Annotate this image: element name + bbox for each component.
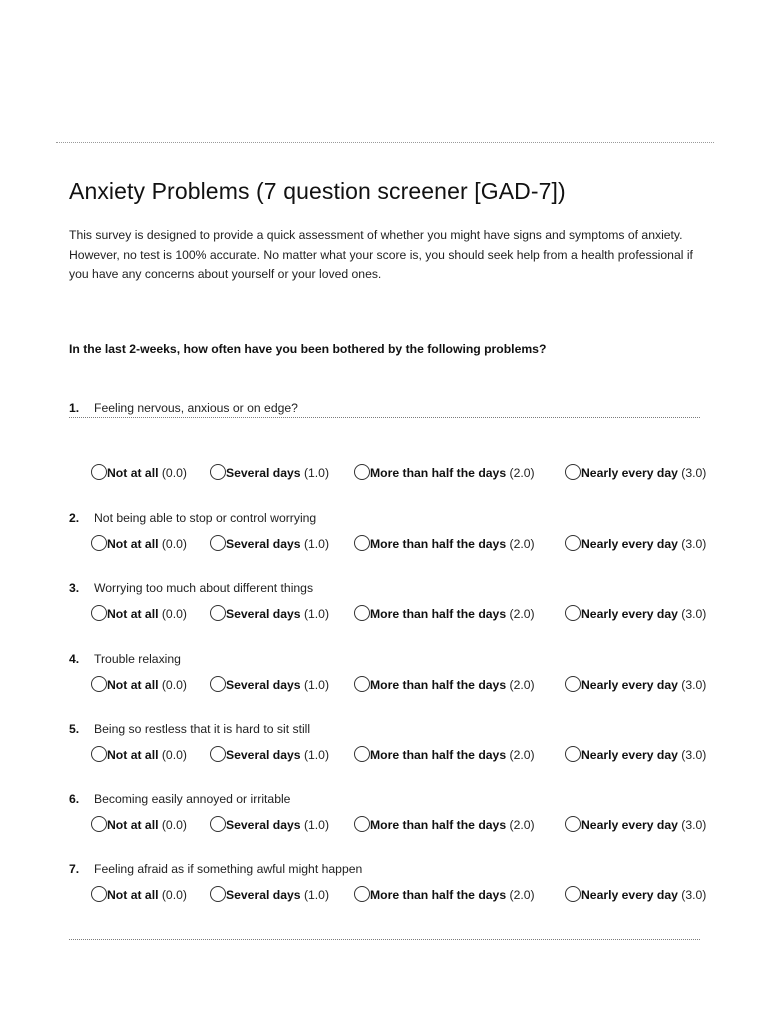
- radio-button[interactable]: [565, 605, 581, 621]
- question-text: Becoming easily annoyed or irritable: [94, 792, 291, 806]
- question-text: Feeling nervous, anxious or on edge?: [94, 401, 298, 415]
- question-text: Being so restless that it is hard to sit still: [94, 722, 311, 736]
- option-nearly-every-day[interactable]: [565, 884, 706, 904]
- question-number: 4.: [69, 652, 80, 666]
- option-label: Nearly every day: [581, 747, 678, 762]
- question-header: [69, 579, 709, 597]
- option-nearly-every-day[interactable]: [565, 533, 706, 553]
- option-more-than-half[interactable]: [354, 462, 535, 482]
- option-several-days[interactable]: [210, 533, 329, 553]
- question-text: Trouble relaxing: [94, 652, 181, 666]
- option-several-days[interactable]: [210, 884, 329, 904]
- question-header: [69, 720, 709, 738]
- option-several-days[interactable]: [210, 814, 329, 834]
- radio-button[interactable]: [91, 816, 107, 832]
- radio-button[interactable]: [565, 535, 581, 551]
- option-score: (3.0): [681, 536, 707, 551]
- radio-button[interactable]: [354, 816, 370, 832]
- radio-button[interactable]: [210, 464, 226, 480]
- option-label: More than half the days: [370, 536, 507, 551]
- option-label: More than half the days: [370, 465, 507, 480]
- option-label: More than half the days: [370, 747, 507, 762]
- option-score: (3.0): [681, 887, 707, 902]
- radio-button[interactable]: [354, 535, 370, 551]
- bottom-divider: [69, 939, 700, 940]
- radio-button[interactable]: [565, 746, 581, 762]
- radio-button[interactable]: [91, 676, 107, 692]
- question-7: [69, 860, 709, 902]
- question-4: [69, 650, 709, 692]
- option-not-at-all[interactable]: [91, 462, 187, 482]
- option-score: (0.0): [161, 747, 187, 762]
- option-score: (1.0): [303, 747, 329, 762]
- option-score: (2.0): [509, 887, 535, 902]
- option-label: Nearly every day: [581, 677, 678, 692]
- intro-text: This survey is designed to provide a quick assessment of whether you might have signs and symptoms of anxiety. However, no test is 100% accurate. No matter what your score is, you should seek help from a health professional if you have any concerns about yourself or your loved ones.: [69, 228, 693, 281]
- option-score: (1.0): [303, 677, 329, 692]
- option-several-days[interactable]: [210, 744, 329, 764]
- question-header: [69, 650, 709, 668]
- option-score: (0.0): [161, 817, 187, 832]
- answer-options: [91, 533, 731, 553]
- option-label: Several days: [226, 606, 301, 621]
- radio-button[interactable]: [354, 886, 370, 902]
- option-label: More than half the days: [370, 887, 507, 902]
- question-number: 7.: [69, 862, 80, 876]
- option-nearly-every-day[interactable]: [565, 744, 706, 764]
- option-label: Not at all: [107, 536, 159, 551]
- option-nearly-every-day[interactable]: [565, 462, 706, 482]
- radio-button[interactable]: [91, 464, 107, 480]
- option-nearly-every-day[interactable]: [565, 603, 706, 623]
- option-score: (1.0): [303, 465, 329, 480]
- answer-options: [91, 603, 731, 623]
- option-label: Nearly every day: [581, 887, 678, 902]
- option-label: Several days: [226, 677, 301, 692]
- option-score: (2.0): [509, 606, 535, 621]
- question-number: 6.: [69, 792, 80, 806]
- radio-button[interactable]: [91, 605, 107, 621]
- option-score: (3.0): [681, 606, 707, 621]
- question-number: 1.: [69, 401, 80, 415]
- option-label: More than half the days: [370, 817, 507, 832]
- option-more-than-half[interactable]: [354, 814, 535, 834]
- question-2: [69, 509, 709, 551]
- radio-button[interactable]: [210, 676, 226, 692]
- radio-button[interactable]: [354, 676, 370, 692]
- option-label: Nearly every day: [581, 465, 678, 480]
- radio-button[interactable]: [91, 535, 107, 551]
- option-nearly-every-day[interactable]: [565, 674, 706, 694]
- option-not-at-all[interactable]: [91, 603, 187, 623]
- option-score: (2.0): [509, 465, 535, 480]
- option-score: (0.0): [161, 536, 187, 551]
- option-score: (2.0): [509, 817, 535, 832]
- option-score: (3.0): [681, 747, 707, 762]
- answer-options: [91, 884, 731, 904]
- answer-options: [91, 674, 731, 694]
- radio-button[interactable]: [565, 676, 581, 692]
- question-3: [69, 579, 709, 621]
- question-5: [69, 720, 709, 762]
- option-label: More than half the days: [370, 606, 507, 621]
- option-not-at-all[interactable]: [91, 744, 187, 764]
- question-1: [69, 399, 709, 480]
- option-label: Several days: [226, 536, 301, 551]
- option-score: (0.0): [161, 677, 187, 692]
- option-label: Nearly every day: [581, 606, 678, 621]
- radio-button[interactable]: [565, 464, 581, 480]
- option-label: Not at all: [107, 817, 159, 832]
- question-text: Feeling afraid as if something awful might happen: [94, 862, 363, 876]
- question-number: 5.: [69, 722, 80, 736]
- option-score: (1.0): [303, 606, 329, 621]
- option-label: Nearly every day: [581, 817, 678, 832]
- option-score: (1.0): [303, 536, 329, 551]
- radio-button[interactable]: [210, 816, 226, 832]
- instruction-text: In the last 2-weeks, how often have you been bothered by the following problems?: [69, 342, 547, 356]
- option-not-at-all[interactable]: [91, 814, 187, 834]
- question-6: [69, 790, 709, 832]
- option-score: (2.0): [509, 747, 535, 762]
- option-score: (1.0): [303, 887, 329, 902]
- question-text: Worrying too much about different things: [94, 581, 314, 595]
- option-several-days[interactable]: [210, 462, 329, 482]
- option-several-days[interactable]: [210, 603, 329, 623]
- radio-button[interactable]: [565, 816, 581, 832]
- option-score: (0.0): [161, 887, 187, 902]
- option-label: Nearly every day: [581, 536, 678, 551]
- option-more-than-half[interactable]: [354, 744, 535, 764]
- option-score: (0.0): [161, 465, 187, 480]
- question-header: [69, 509, 709, 527]
- radio-button[interactable]: [91, 886, 107, 902]
- option-label: Several days: [226, 817, 301, 832]
- option-label: More than half the days: [370, 677, 507, 692]
- question-header: [69, 399, 700, 418]
- radio-button[interactable]: [354, 464, 370, 480]
- option-score: (1.0): [303, 817, 329, 832]
- option-score: (3.0): [681, 677, 707, 692]
- option-label: Not at all: [107, 677, 159, 692]
- radio-button[interactable]: [565, 886, 581, 902]
- option-more-than-half[interactable]: [354, 674, 535, 694]
- radio-button[interactable]: [210, 886, 226, 902]
- answer-options: [91, 814, 731, 834]
- question-header: [69, 860, 709, 878]
- question-text: Not being able to stop or control worrying: [94, 511, 317, 525]
- option-score: (3.0): [681, 817, 707, 832]
- option-nearly-every-day[interactable]: [565, 814, 706, 834]
- option-more-than-half[interactable]: [354, 603, 535, 623]
- option-more-than-half[interactable]: [354, 533, 535, 553]
- option-not-at-all[interactable]: [91, 674, 187, 694]
- option-more-than-half[interactable]: [354, 884, 535, 904]
- option-label: Not at all: [107, 887, 159, 902]
- option-score: (3.0): [681, 465, 707, 480]
- option-label: Not at all: [107, 465, 159, 480]
- option-score: (2.0): [509, 677, 535, 692]
- radio-button[interactable]: [354, 746, 370, 762]
- question-number: 2.: [69, 511, 80, 525]
- radio-button[interactable]: [354, 605, 370, 621]
- radio-button[interactable]: [210, 746, 226, 762]
- radio-button[interactable]: [91, 746, 107, 762]
- option-score: (0.0): [161, 606, 187, 621]
- option-not-at-all[interactable]: [91, 884, 187, 904]
- option-label: Not at all: [107, 747, 159, 762]
- question-header: [69, 790, 709, 808]
- option-several-days[interactable]: [210, 674, 329, 694]
- option-not-at-all[interactable]: [91, 533, 187, 553]
- option-label: Not at all: [107, 606, 159, 621]
- radio-button[interactable]: [210, 535, 226, 551]
- option-score: (2.0): [509, 536, 535, 551]
- radio-button[interactable]: [210, 605, 226, 621]
- page-title: Anxiety Problems (7 question screener [GAD-7]): [69, 178, 566, 204]
- option-label: Several days: [226, 887, 301, 902]
- answer-options: [91, 744, 731, 764]
- top-divider: [56, 142, 714, 143]
- option-label: Several days: [226, 465, 301, 480]
- option-label: Several days: [226, 747, 301, 762]
- answer-options: [91, 462, 731, 482]
- question-number: 3.: [69, 581, 80, 595]
